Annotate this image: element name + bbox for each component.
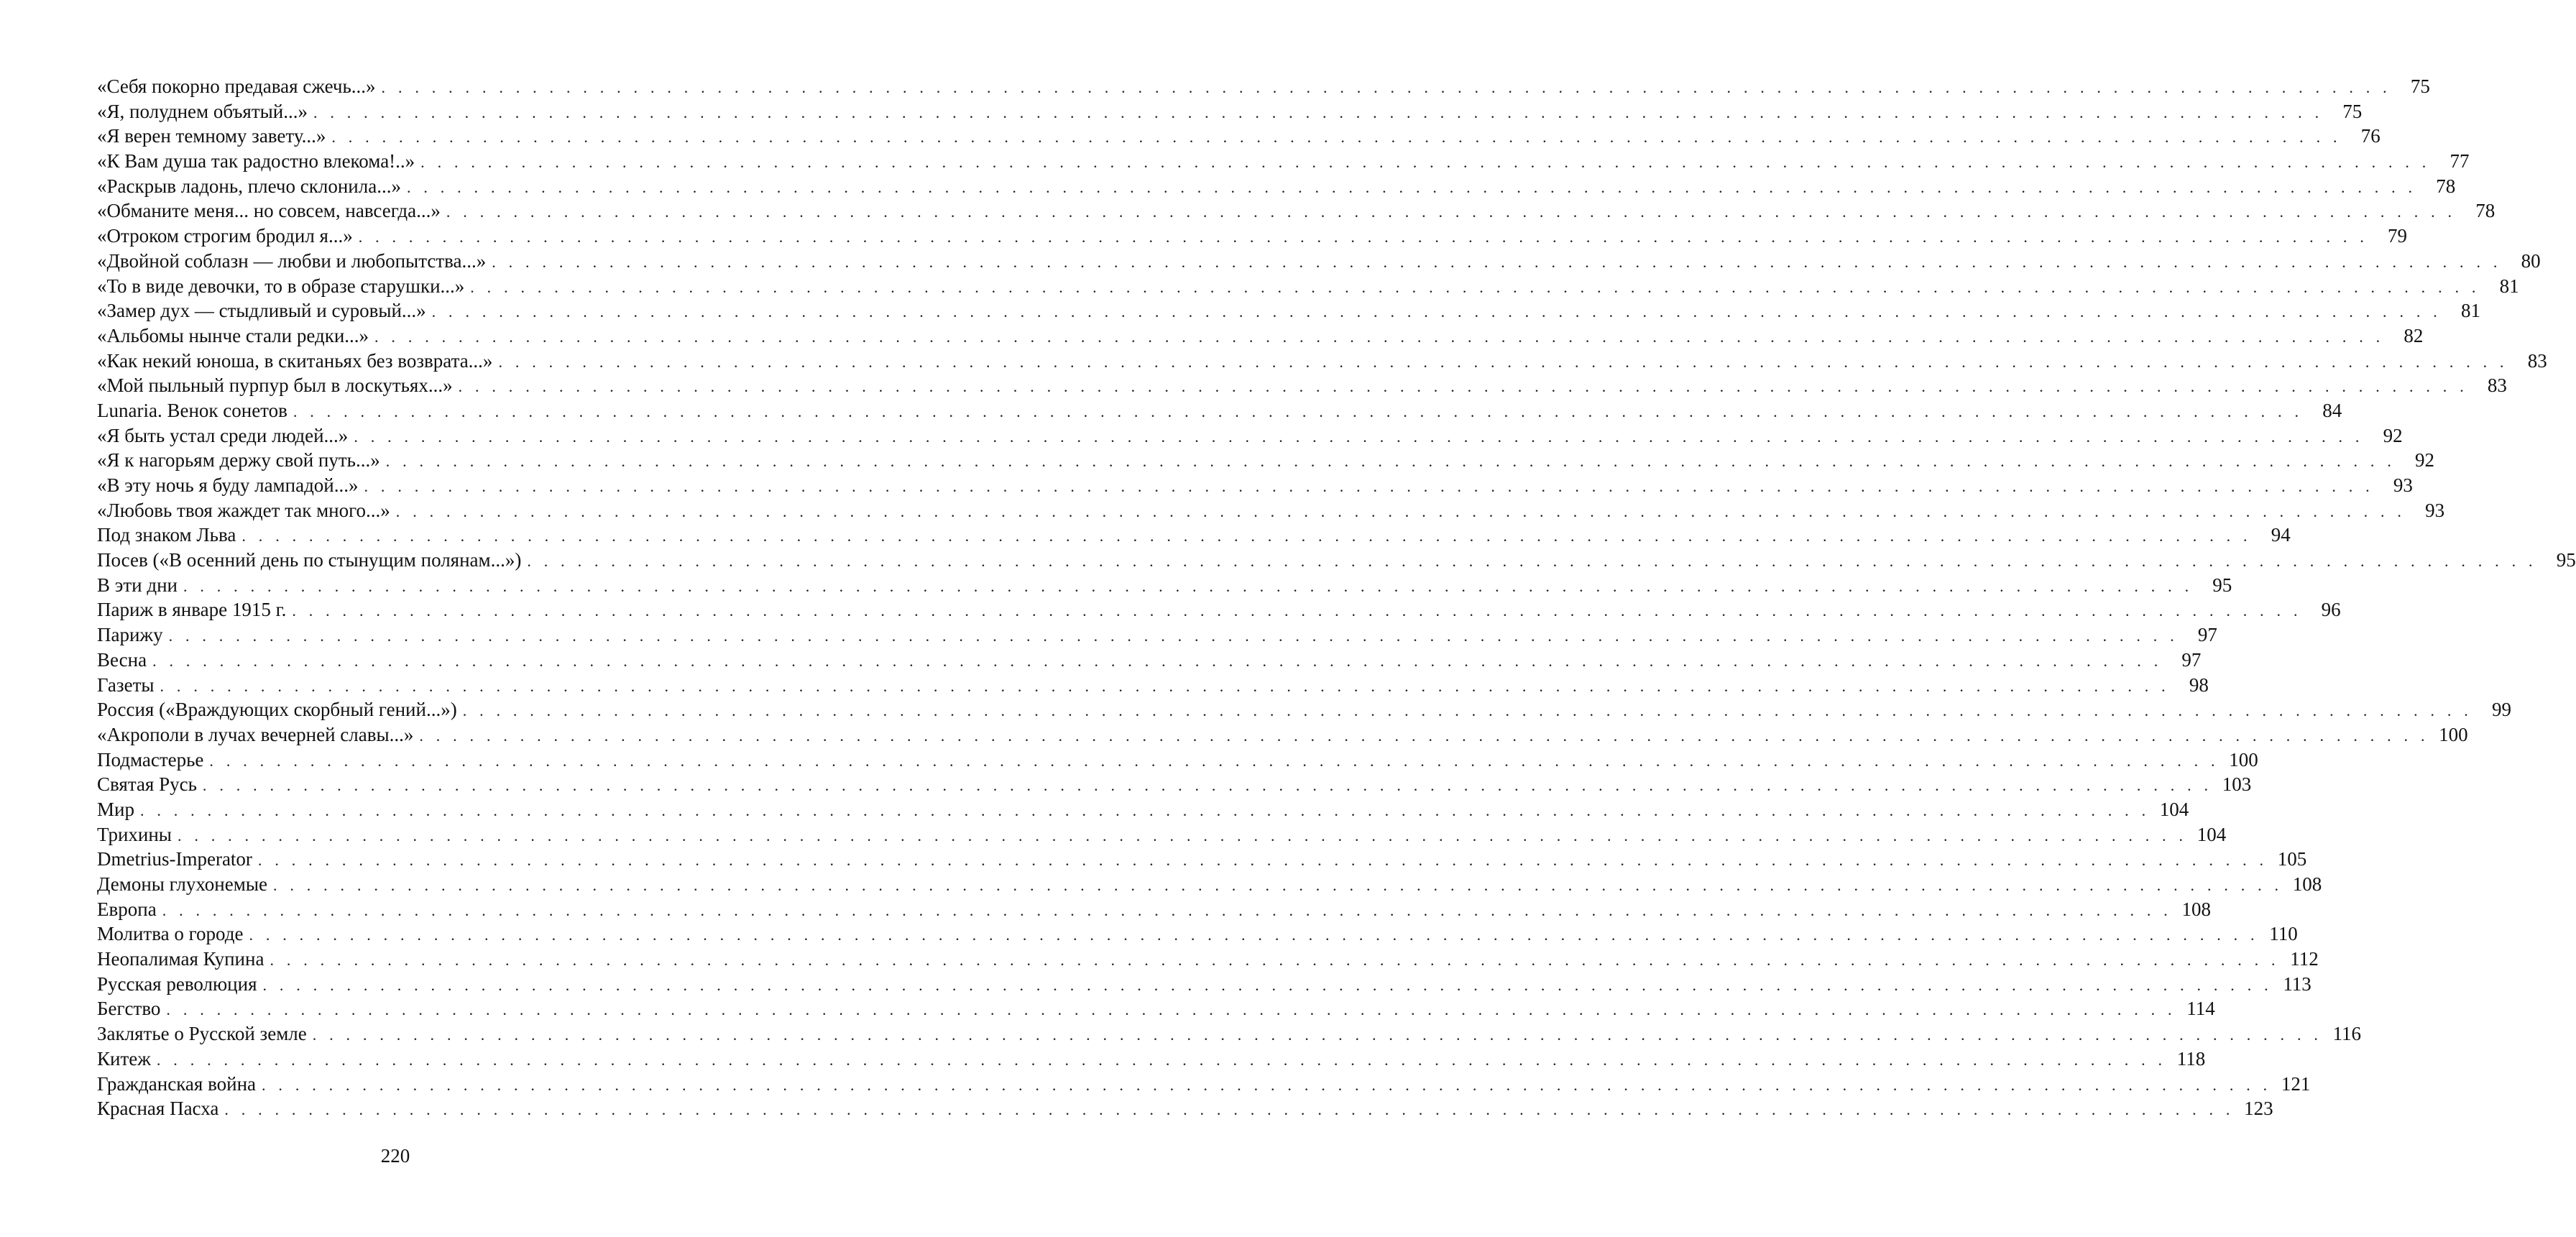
dot-leader: . . . . . . . . . . . . . . . . . . . . . . . . . . . . . . . . . . . . . . . . . . . . . . . . . . . . . . . . . . . . . . . . . . . . . . . . . . . . . . . . . . . . . . . . . . . . . . . . . . . . . . . . . . . . . . . . . . . . . . . . — [312, 1026, 2323, 1044]
toc-entry-title: «Я быть устал среди людей...» — [97, 424, 349, 446]
toc-entry — [97, 1072, 2311, 1097]
dot-leader: . . . . . . . . . . . . . . . . . . . . . . . . . . . . . . . . . . . . . . . . . . . . . . . . . . . . . . . . . . . . . . . . . . . . . . . . . . . . . . . . . . . . . . . . . . . . . . . . . . . . . . . . . . . . . . . . . . . . . . . . — [420, 153, 2431, 172]
dot-leader: . . . . . . . . . . . . . . . . . . . . . . . . . . . . . . . . . . . . . . . . . . . . . . . . . . . . . . . . . . . . . . . . . . . . . . . . . . . . . . . . . . . . . . . . . . . . . . . . . . . . . . . . . . . . . . . . . . . . . . . . — [331, 128, 2342, 147]
toc-entry-page: 83 — [2527, 349, 2547, 372]
toc-entry-title: «Я к нагорьям держу свой путь...» — [97, 449, 380, 472]
toc-entry — [97, 947, 2319, 972]
toc-entry-title: «В эту ночь я буду лампадой...» — [97, 474, 359, 496]
dot-leader: . . . . . . . . . . . . . . . . . . . . . . . . . . . . . . . . . . . . . . . . . . . . . . . . . . . . . . . . . . . . . . . . . . . . . . . . . . . . . . . . . . . . . . . . . . . . . . . . . . . . . . . . . . . . . . . . . . . . . . . . — [160, 676, 2170, 695]
toc-entry-title: Трихины — [97, 823, 172, 845]
toc-entry-page: 82 — [2404, 324, 2424, 346]
toc-entry-title: В эти дни — [97, 574, 178, 596]
toc-entry — [97, 224, 2408, 249]
dot-leader: . . . . . . . . . . . . . . . . . . . . . . . . . . . . . . . . . . . . . . . . . . . . . . . . . . . . . . . . . . . . . . . . . . . . . . . . . . . . . . . . . . . . . . . . . . . . . . . . . . . . . . . . . . . . . . . . . . . . . . . . — [293, 402, 2304, 420]
toc-entry-title: Парижу — [97, 624, 163, 646]
toc-entry-page: 116 — [2332, 1023, 2362, 1045]
toc-entry-page: 81 — [2460, 300, 2480, 322]
toc-entry — [97, 797, 2189, 822]
dot-leader: . . . . . . . . . . . . . . . . . . . . . . . . . . . . . . . . . . . . . . . . . . . . . . . . . . . . . . . . . . . . . . . . . . . . . . . . . . . . . . . . . . . . . . . . . . . . . . . . . . . . . . . . . . . . . . . . . . . . . . . . — [139, 801, 2150, 819]
toc-entry — [97, 1021, 2362, 1047]
toc-entry-page: 99 — [2492, 699, 2511, 721]
toc-entry — [97, 448, 2435, 473]
dot-leader: . . . . . . . . . . . . . . . . . . . . . . . . . . . . . . . . . . . . . . . . . . . . . . . . . . . . . . . . . . . . . . . . . . . . . . . . . . . . . . . . . . . . . . . . . . . . . . . . . . . . . . . . . . . . . . . . . . . . . . . . — [162, 901, 2172, 919]
toc-entry-page: 114 — [2186, 998, 2215, 1020]
toc-entry-page: 104 — [2196, 823, 2227, 845]
dot-leader: . . . . . . . . . . . . . . . . . . . . . . . . . . . . . . . . . . . . . . . . . . . . . . . . . . . . . . . . . . . . . . . . . . . . . . . . . . . . . . . . . . . . . . . . . . . . . . . . . . . . . . . . . . . . . . . . . . . . . . . . — [374, 327, 2385, 346]
dot-leader: . . . . . . . . . . . . . . . . . . . . . . . . . . . . . . . . . . . . . . . . . . . . . . . . . . . . . . . . . . . . . . . . . . . . . . . . . . . . . . . . . . . . . . . . . . . . . . . . . . . . . . . . . . . . . . . . . . . . . . . . — [224, 1100, 2235, 1119]
toc-entry-page: 121 — [2281, 1072, 2311, 1095]
toc-entry — [97, 298, 2480, 323]
toc-entry-title: Dmetrius-Imperator — [97, 848, 252, 870]
toc-entry-page: 98 — [2189, 673, 2209, 696]
toc-entry-page: 104 — [2159, 798, 2189, 820]
toc-entry — [97, 648, 2202, 673]
toc-entry-page: 108 — [2181, 898, 2211, 920]
toc-entry-page: 96 — [2321, 599, 2341, 621]
toc-entry-page: 81 — [2499, 275, 2519, 297]
toc-entry-page: 78 — [2436, 175, 2456, 197]
dot-leader: . . . . . . . . . . . . . . . . . . . . . . . . . . . . . . . . . . . . . . . . . . . . . . . . . . . . . . . . . . . . . . . . . . . . . . . . . . . . . . . . . . . . . . . . . . . . . . . . . . . . . . . . . . . . . . . . . . . . . . . . — [262, 1075, 2272, 1094]
toc-entry — [97, 921, 2298, 947]
toc-entry-page: 83 — [2487, 374, 2507, 397]
dot-leader: . . . . . . . . . . . . . . . . . . . . . . . . . . . . . . . . . . . . . . . . . . . . . . . . . . . . . . . . . . . . . . . . . . . . . . . . . . . . . . . . . . . . . . . . . . . . . . . . . . . . . . . . . . . . . . . . . . . . . . . . — [313, 103, 2324, 121]
toc-entry — [97, 872, 2322, 897]
dot-leader: . . . . . . . . . . . . . . . . . . . . . . . . . . . . . . . . . . . . . . . . . . . . . . . . . . . . . . . . . . . . . . . . . . . . . . . . . . . . . . . . . . . . . . . . . . . . . . . . . . . . . . . . . . . . . . . . . . . . . . . . — [492, 252, 2502, 271]
toc-entry-page: 100 — [2439, 723, 2468, 745]
toc-entry-title: Под знаком Льва — [97, 524, 236, 546]
toc-entry — [97, 772, 2252, 797]
toc-entry-title: Святая Русь — [97, 773, 197, 796]
toc-entry-page: 97 — [2197, 624, 2217, 646]
dot-leader: . . . . . . . . . . . . . . . . . . . . . . . . . . . . . . . . . . . . . . . . . . . . . . . . . . . . . . . . . . . . . . . . . . . . . . . . . . . . . . . . . . . . . . . . . . . . . . . . . . . . . . . . . . . . . . . . . . . . . . . . — [431, 303, 2442, 321]
toc-entry — [97, 124, 2380, 149]
toc-entry-page: 92 — [2383, 424, 2403, 446]
toc-entry-title: «Мой пыльный пурпур был в лоскутьях...» — [97, 374, 453, 397]
toc-entry — [97, 847, 2307, 872]
toc-entry-title: Гражданская война — [97, 1072, 257, 1095]
toc-entry-title: «Замер дух — стыдливый и суровый...» — [97, 300, 426, 322]
toc-entry-title: Мир — [97, 798, 134, 820]
toc-entry — [97, 972, 2312, 997]
toc-entry — [97, 1096, 2273, 1121]
toc-entry-title: Весна — [97, 648, 147, 671]
dot-leader: . . . . . . . . . . . . . . . . . . . . . . . . . . . . . . . . . . . . . . . . . . . . . . . . . . . . . . . . . . . . . . . . . . . . . . . . . . . . . . . . . . . . . . . . . . . . . . . . . . . . . . . . . . . . . . . . . . . . . . . . — [242, 527, 2252, 546]
toc-entry — [97, 822, 2227, 847]
toc-entry-page: 113 — [2283, 972, 2312, 995]
toc-entry — [97, 174, 2456, 199]
toc-entry — [97, 373, 2507, 398]
toc-entry-title: «Как некий юноша, в скитаньях без возврата...» — [97, 349, 493, 372]
dot-leader: . . . . . . . . . . . . . . . . . . . . . . . . . . . . . . . . . . . . . . . . . . . . . . . . . . . . . . . . . . . . . . . . . . . . . . . . . . . . . . . . . . . . . . . . . . . . . . . . . . . . . . . . . . . . . . . . . . . . . . . . — [358, 228, 2369, 247]
toc-entry-title: Русская революция — [97, 972, 257, 995]
toc-entry-page: 112 — [2290, 948, 2319, 970]
toc-entry-title: Неопалимая Купина — [97, 948, 264, 970]
dot-leader: . . . . . . . . . . . . . . . . . . . . . . . . . . . . . . . . . . . . . . . . . . . . . . . . . . . . . . . . . . . . . . . . . . . . . . . . . . . . . . . . . . . . . . . . . . . . . . . . . . . . . . . . . . . . . . . . . . . . . . . . — [406, 178, 2417, 196]
toc-entry-page: 78 — [2475, 200, 2496, 222]
dot-leader: . . . . . . . . . . . . . . . . . . . . . . . . . . . . . . . . . . . . . . . . . . . . . . . . . . . . . . . . . . . . . . . . . . . . . . . . . . . . . . . . . . . . . . . . . . . . . . . . . . . . . . . . . . . . . . . . . . . . . . . . — [183, 576, 2194, 595]
toc-entry-page: 92 — [2415, 449, 2435, 472]
toc-entry-title: Демоны глухонемые — [97, 873, 267, 895]
toc-entry-page: 79 — [2388, 225, 2408, 247]
toc-entry-title: Россия («Враждующих скорбный гений...») — [97, 699, 457, 721]
toc-entry-title: «Обманите меня... но совсем, навсегда...» — [97, 200, 441, 222]
toc-entry — [97, 349, 2547, 374]
dot-leader: . . . . . . . . . . . . . . . . . . . . . . . . . . . . . . . . . . . . . . . . . . . . . . . . . . . . . . . . . . . . . . . . . . . . . . . . . . . . . . . . . . . . . . . . . . . . . . . . . . . . . . . . . . . . . . . . . . . . . . . . — [381, 78, 2391, 96]
dot-leader: . . . . . . . . . . . . . . . . . . . . . . . . . . . . . . . . . . . . . . . . . . . . . . . . . . . . . . . . . . . . . . . . . . . . . . . . . . . . . . . . . . . . . . . . . . . . . . . . . . . . . . . . . . . . . . . . . . . . . . . . — [257, 851, 2268, 870]
toc-entry — [97, 249, 2541, 274]
toc-entry-title: «Двойной соблазн — любви и любопытства...» — [97, 249, 487, 272]
dot-leader: . . . . . . . . . . . . . . . . . . . . . . . . . . . . . . . . . . . . . . . . . . . . . . . . . . . . . . . . . . . . . . . . . . . . . . . . . . . . . . . . . . . . . . . . . . . . . . . . . . . . . . . . . . . . . . . . . . . . . . . . — [364, 477, 2374, 495]
toc-entry-title: Красная Пасха — [97, 1098, 219, 1120]
toc-entry-title: «Себя покорно предавая сжечь...» — [97, 75, 376, 97]
toc-entry-title: Бегство — [97, 998, 161, 1020]
toc-entry-title: Посев («В осенний день по стынущим полянам...») — [97, 549, 522, 571]
dot-leader: . . . . . . . . . . . . . . . . . . . . . . . . . . . . . . . . . . . . . . . . . . . . . . . . . . . . . . . . . . . . . . . . . . . . . . . . . . . . . . . . . . . . . . . . . . . . . . . . . . . . . . . . . . . . . . . . . . . . . . . . — [202, 776, 2213, 795]
toc-entry — [97, 198, 2496, 224]
toc-entry-title: «Я верен темному завету...» — [97, 125, 326, 147]
toc-entry-title: Молитва о городе — [97, 923, 244, 945]
dot-leader: . . . . . . . . . . . . . . . . . . . . . . . . . . . . . . . . . . . . . . . . . . . . . . . . . . . . . . . . . . . . . . . . . . . . . . . . . . . . . . . . . . . . . . . . . . . . . . . . . . . . . . . . . . . . . . . . . . . . . . . . — [446, 203, 2457, 221]
toc-entry-page: 93 — [2425, 499, 2445, 521]
toc-entry-page: 77 — [2450, 150, 2470, 173]
toc-entry-page: 75 — [2410, 75, 2430, 97]
toc-entry — [97, 697, 2511, 722]
toc-entry — [97, 74, 2430, 99]
toc-entry — [97, 149, 2470, 174]
dot-leader: . . . . . . . . . . . . . . . . . . . . . . . . . . . . . . . . . . . . . . . . . . . . . . . . . . . . . . . . . . . . . . . . . . . . . . . . . . . . . . . . . . . . . . . . . . . . . . . . . . . . . . . . . . . . . . . . . . . . . . . . — [166, 1001, 2176, 1019]
toc-entry-page: 75 — [2342, 100, 2363, 122]
toc-entry-page: 93 — [2393, 474, 2413, 496]
page-number: 220 — [380, 1145, 410, 1167]
toc-entry-title: «То в виде девочки, то в образе старушки...» — [97, 275, 465, 297]
toc-entry-page: 100 — [2229, 748, 2258, 771]
dot-leader: . . . . . . . . . . . . . . . . . . . . . . . . . . . . . . . . . . . . . . . . . . . . . . . . . . . . . . . . . . . . . . . . . . . . . . . . . . . . . . . . . . . . . . . . . . . . . . . . . . . . . . . . . . . . . . . . . . . . . . . . — [177, 826, 2188, 845]
table-of-contents — [97, 74, 2576, 1121]
toc-entry — [97, 622, 2217, 648]
toc-entry-page: 95 — [2556, 549, 2576, 571]
dot-leader: . . . . . . . . . . . . . . . . . . . . . . . . . . . . . . . . . . . . . . . . . . . . . . . . . . . . . . . . . . . . . . . . . . . . . . . . . . . . . . . . . . . . . . . . . . . . . . . . . . . . . . . . . . . . . . . . . . . . . . . . — [385, 452, 2396, 471]
toc-entry — [97, 473, 2413, 498]
toc-entry-title: Газеты — [97, 673, 155, 696]
toc-entry — [97, 597, 2341, 622]
dot-leader: . . . . . . . . . . . . . . . . . . . . . . . . . . . . . . . . . . . . . . . . . . . . . . . . . . . . . . . . . . . . . . . . . . . . . . . . . . . . . . . . . . . . . . . . . . . . . . . . . . . . . . . . . . . . . . . . . . . . . . . . — [462, 702, 2472, 720]
toc-entry — [97, 722, 2468, 748]
toc-entry-title: «К Вам душа так радостно влекома!..» — [97, 150, 415, 173]
toc-entry-title: Lunaria. Венок сонетов — [97, 399, 288, 421]
dot-leader: . . . . . . . . . . . . . . . . . . . . . . . . . . . . . . . . . . . . . . . . . . . . . . . . . . . . . . . . . . . . . . . . . . . . . . . . . . . . . . . . . . . . . . . . . . . . . . . . . . . . . . . . . . . . . . . . . . . . . . . . — [249, 926, 2259, 944]
dot-leader: . . . . . . . . . . . . . . . . . . . . . . . . . . . . . . . . . . . . . . . . . . . . . . . . . . . . . . . . . . . . . . . . . . . . . . . . . . . . . . . . . . . . . . . . . . . . . . . . . . . . . . . . . . . . . . . . . . . . . . . . — [270, 951, 2280, 970]
toc-entry-title: Китеж — [97, 1047, 151, 1070]
dot-leader: . . . . . . . . . . . . . . . . . . . . . . . . . . . . . . . . . . . . . . . . . . . . . . . . . . . . . . . . . . . . . . . . . . . . . . . . . . . . . . . . . . . . . . . . . . . . . . . . . . . . . . . . . . . . . . . . . . . . . . . . — [152, 651, 2163, 670]
toc-entry-title: «Альбомы нынче стали редки...» — [97, 324, 369, 346]
toc-entry-page: 94 — [2271, 524, 2291, 546]
dot-leader: . . . . . . . . . . . . . . . . . . . . . . . . . . . . . . . . . . . . . . . . . . . . . . . . . . . . . . . . . . . . . . . . . . . . . . . . . . . . . . . . . . . . . . . . . . . . . . . . . . . . . . . . . . . . . . . . . . . . . . . . — [458, 377, 2468, 396]
toc-entry-page: 105 — [2277, 848, 2307, 870]
dot-leader: . . . . . . . . . . . . . . . . . . . . . . . . . . . . . . . . . . . . . . . . . . . . . . . . . . . . . . . . . . . . . . . . . . . . . . . . . . . . . . . . . . . . . . . . . . . . . . . . . . . . . . . . . . . . . . . . . . . . . . . . — [419, 726, 2429, 745]
toc-entry-title: «Я, полуднем объятый...» — [97, 100, 308, 122]
toc-entry — [97, 573, 2232, 598]
toc-entry — [97, 523, 2291, 548]
toc-entry — [97, 897, 2211, 922]
toc-entry — [97, 323, 2424, 349]
toc-entry-page: 123 — [2244, 1098, 2273, 1120]
dot-leader: . . . . . . . . . . . . . . . . . . . . . . . . . . . . . . . . . . . . . . . . . . . . . . . . . . . . . . . . . . . . . . . . . . . . . . . . . . . . . . . . . . . . . . . . . . . . . . . . . . . . . . . . . . . . . . . . . . . . . . . . — [354, 427, 2364, 446]
toc-entry — [97, 423, 2403, 449]
dot-leader: . . . . . . . . . . . . . . . . . . . . . . . . . . . . . . . . . . . . . . . . . . . . . . . . . . . . . . . . . . . . . . . . . . . . . . . . . . . . . . . . . . . . . . . . . . . . . . . . . . . . . . . . . . . . . . . . . . . . . . . . — [156, 1050, 2167, 1069]
toc-entry-title: «Отроком строгим бродил я...» — [97, 225, 353, 247]
toc-entry-page: 108 — [2292, 873, 2322, 895]
dot-leader: . . . . . . . . . . . . . . . . . . . . . . . . . . . . . . . . . . . . . . . . . . . . . . . . . . . . . . . . . . . . . . . . . . . . . . . . . . . . . . . . . . . . . . . . . . . . . . . . . . . . . . . . . . . . . . . . . . . . . . . . — [168, 627, 2179, 645]
dot-leader: . . . . . . . . . . . . . . . . . . . . . . . . . . . . . . . . . . . . . . . . . . . . . . . . . . . . . . . . . . . . . . . . . . . . . . . . . . . . . . . . . . . . . . . . . . . . . . . . . . . . . . . . . . . . . . . . . . . . . . . . — [272, 876, 2283, 894]
toc-entry-title: Европа — [97, 898, 157, 920]
toc-entry-page: 97 — [2181, 648, 2202, 671]
toc-entry — [97, 274, 2519, 299]
toc-entry-page: 110 — [2269, 923, 2298, 945]
toc-entry-page: 118 — [2176, 1047, 2206, 1070]
toc-entry-title: Заклятье о Русской земле — [97, 1023, 307, 1045]
toc-entry — [97, 498, 2445, 523]
dot-leader: . . . . . . . . . . . . . . . . . . . . . . . . . . . . . . . . . . . . . . . . . . . . . . . . . . . . . . . . . . . . . . . . . . . . . . . . . . . . . . . . . . . . . . . . . . . . . . . . . . . . . . . . . . . . . . . . . . . . . . . . — [209, 751, 2220, 770]
toc-entry-title: Париж в январе 1915 г. — [97, 599, 287, 621]
toc-entry-title: «Акрополи в лучах вечерней славы...» — [97, 723, 414, 745]
toc-entry — [97, 673, 2209, 698]
toc-entry-page: 95 — [2212, 574, 2232, 596]
dot-leader: . . . . . . . . . . . . . . . . . . . . . . . . . . . . . . . . . . . . . . . . . . . . . . . . . . . . . . . . . . . . . . . . . . . . . . . . . . . . . . . . . . . . . . . . . . . . . . . . . . . . . . . . . . . . . . . . . . . . . . . . — [498, 352, 2508, 371]
toc-entry — [97, 748, 2258, 773]
toc-entry — [97, 996, 2215, 1021]
toc-entry — [97, 548, 2576, 573]
toc-entry-page: 80 — [2521, 249, 2541, 272]
toc-entry-title: Подмастерье — [97, 748, 204, 771]
toc-entry-title: «Раскрыв ладонь, плечо склонила...» — [97, 175, 401, 197]
dot-leader: . . . . . . . . . . . . . . . . . . . . . . . . . . . . . . . . . . . . . . . . . . . . . . . . . . . . . . . . . . . . . . . . . . . . . . . . . . . . . . . . . . . . . . . . . . . . . . . . . . . . . . . . . . . . . . . . . . . . . . . . — [470, 277, 2480, 296]
dot-leader: . . . . . . . . . . . . . . . . . . . . . . . . . . . . . . . . . . . . . . . . . . . . . . . . . . . . . . . . . . . . . . . . . . . . . . . . . . . . . . . . . . . . . . . . . . . . . . . . . . . . . . . . . . . . . . . . . . . . . . . . — [527, 552, 2537, 571]
toc-entry — [97, 398, 2342, 423]
dot-leader: . . . . . . . . . . . . . . . . . . . . . . . . . . . . . . . . . . . . . . . . . . . . . . . . . . . . . . . . . . . . . . . . . . . . . . . . . . . . . . . . . . . . . . . . . . . . . . . . . . . . . . . . . . . . . . . . . . . . . . . . — [292, 602, 2302, 620]
dot-leader: . . . . . . . . . . . . . . . . . . . . . . . . . . . . . . . . . . . . . . . . . . . . . . . . . . . . . . . . . . . . . . . . . . . . . . . . . . . . . . . . . . . . . . . . . . . . . . . . . . . . . . . . . . . . . . . . . . . . . . . . — [262, 975, 2273, 994]
toc-entry — [97, 99, 2363, 124]
toc-entry-page: 103 — [2222, 773, 2252, 796]
toc-entry-title: «Любовь твоя жаждет так много...» — [97, 499, 390, 521]
toc-entry-page: 76 — [2360, 125, 2380, 147]
dot-leader: . . . . . . . . . . . . . . . . . . . . . . . . . . . . . . . . . . . . . . . . . . . . . . . . . . . . . . . . . . . . . . . . . . . . . . . . . . . . . . . . . . . . . . . . . . . . . . . . . . . . . . . . . . . . . . . . . . . . . . . . — [395, 502, 2406, 520]
toc-entry — [97, 1047, 2206, 1072]
toc-list — [97, 74, 2576, 1121]
toc-entry-page: 84 — [2322, 399, 2342, 421]
